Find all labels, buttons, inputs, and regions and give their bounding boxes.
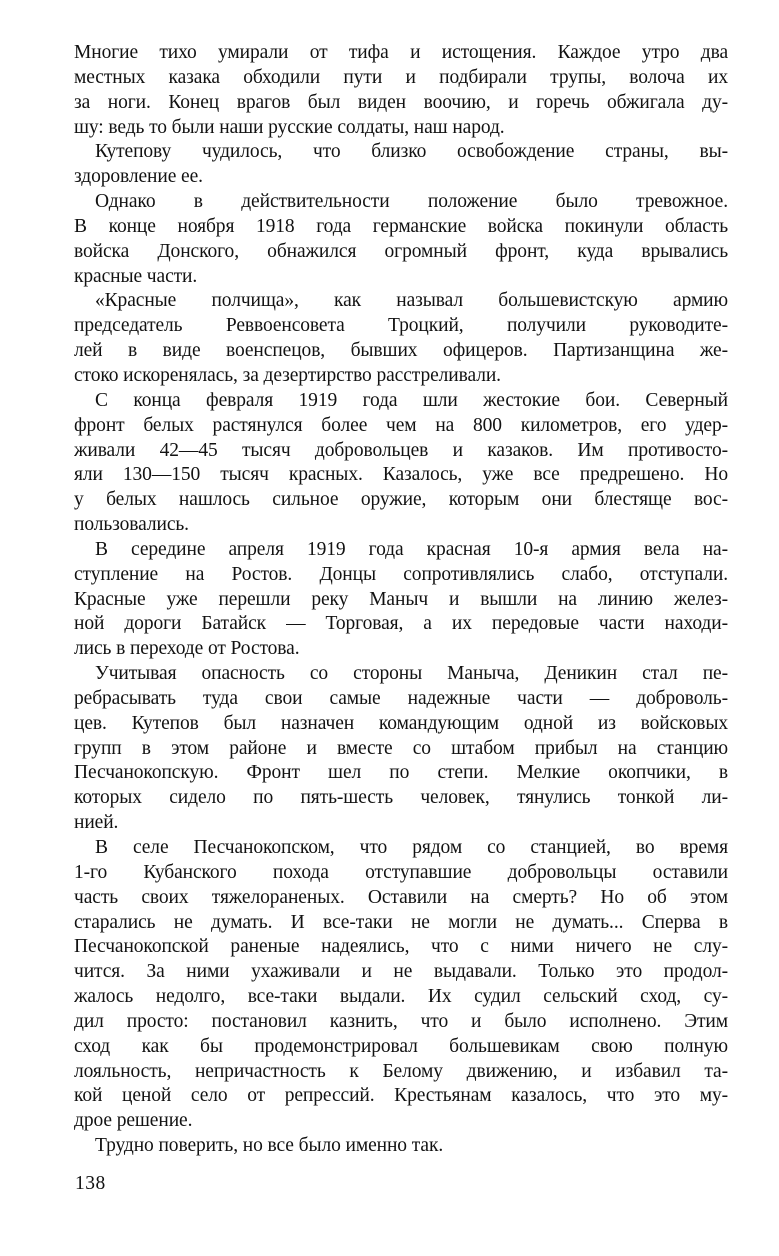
- text-line: чится. За ними ухаживали и не выдавали. Только это продол-: [74, 961, 728, 983]
- text-line: нией.: [74, 812, 119, 834]
- text-line: Учитывая опасность со стороны Маныча, Деникин стал пе-: [95, 663, 728, 685]
- text-line: Однако в действительности положение было тревожное.: [95, 191, 728, 213]
- text-line: С конца февраля 1919 года шли жестокие бои. Северный: [95, 389, 728, 411]
- text-line: лись в переходе от Ростова.: [74, 638, 300, 660]
- text-line: кой ценой село от репрессий. Крестьянам казалось, что это му-: [74, 1085, 728, 1107]
- text-line: за ноги. Конец врагов был виден воочию, и горечь обжигала ду-: [74, 91, 728, 113]
- text-line: ребрасывать туда свои самые надежные части — доброволь-: [74, 687, 728, 709]
- text-line: Песчанокопскую. Фронт шел по степи. Мелкие окопчики, в: [74, 762, 728, 784]
- text-line: дил просто: постановил казнить, что и было исполнено. Этим: [74, 1010, 728, 1032]
- text-line: Красные уже перешли реку Маныч и вышли на линию желез-: [74, 588, 728, 610]
- text-line: жалось недолго, все-таки выдали. Их судил сельский сход, су-: [74, 986, 728, 1008]
- text-line: которых сидело по пять-шесть человек, тянулись тонкой ли-: [74, 787, 728, 809]
- text-line: «Красные полчища», как называл большевистскую армию: [95, 290, 728, 312]
- text-line: цев. Кутепов был назначен командующим одной из войсковых: [74, 712, 728, 734]
- text-line: лояльность, непричастность к Белому движению, и избавил та-: [74, 1060, 728, 1082]
- page-number: 138: [75, 1173, 106, 1194]
- text-line: стоко искоренялась, за дезертирство расстреливали.: [74, 364, 501, 386]
- text-line: лей в виде военспецов, бывших офицеров. Партизанщина же-: [74, 340, 728, 362]
- text-line: В селе Песчанокопском, что рядом со станцией, во время: [95, 837, 728, 858]
- text-line: местных казака обходили пути и подбирали трупы, волоча их: [74, 66, 728, 88]
- text-line: войска Донского, обнажился огромный фронт, куда врывались: [74, 240, 728, 262]
- text-line: Трудно поверить, но все было именно так.: [95, 1135, 444, 1157]
- text-line: яли 130—150 тысяч красных. Казалось, уже все предрешено. Но: [74, 464, 728, 486]
- text-line: Кутепову чудилось, что близко освобождение страны, вы-: [95, 141, 728, 163]
- text-line: фронт белых растянулся более чем на 800 километров, его удер-: [74, 414, 728, 436]
- text-line: групп в этом районе и вместе со штабом прибыл на станцию: [74, 737, 728, 759]
- text-line: живали 42—45 тысяч добровольцев и казаков. Им противосто-: [74, 439, 728, 461]
- text-line: пользовались.: [74, 514, 189, 536]
- text-line: ной дороги Батайск — Торговая, а их передовые части находи-: [74, 613, 728, 635]
- text-line: здоровление ее.: [74, 166, 203, 188]
- text-line: старались не думать. И все-таки не могли не думать... Сперва в: [74, 911, 728, 933]
- text-line: Песчанокопской раненые надеялись, что с ними ничего не слу-: [74, 936, 728, 958]
- text-line: красные части.: [74, 265, 198, 287]
- text-line: председатель Реввоенсовета Троцкий, получили руководите-: [74, 315, 728, 337]
- text-line: у белых нашлось сильное оружие, которым они блестяще вос-: [74, 489, 728, 511]
- text-line: дрое решение.: [74, 1110, 193, 1132]
- text-line: часть своих тяжелораненых. Оставили на смерть? Но об этом: [74, 886, 728, 908]
- text-line: В середине апреля 1919 года красная 10-я армия вела на-: [95, 538, 728, 560]
- text-line: Многие тихо умирали от тифа и истощения. Каждое утро два: [74, 42, 728, 63]
- text-line: сход как бы продемонстрировал большевикам свою полную: [74, 1035, 728, 1057]
- text-line: В конце ноября 1918 года германские войска покинули область: [74, 215, 728, 237]
- text-line: ступление на Ростов. Донцы сопротивлялись слабо, отступали.: [74, 563, 728, 585]
- page-text-block: [74, 41, 728, 1159]
- text-line: шу: ведь то были наши русские солдаты, наш народ.: [74, 116, 505, 138]
- text-line: 1-го Кубанского похода отступавшие добровольцы оставили: [74, 861, 728, 883]
